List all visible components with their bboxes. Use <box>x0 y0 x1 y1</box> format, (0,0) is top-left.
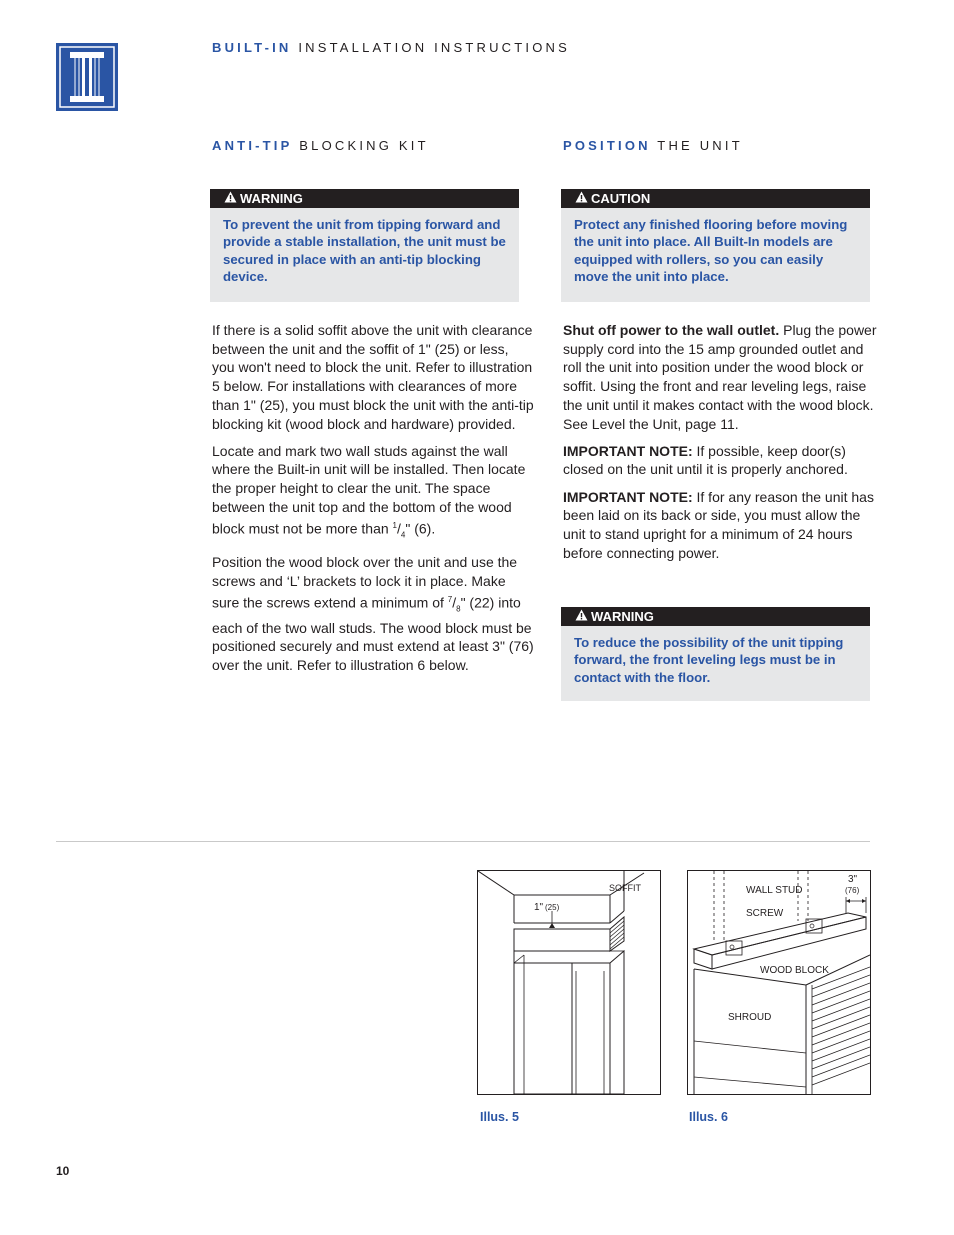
anti-tip-body <box>212 321 534 683</box>
fraction-numerator: 1 <box>392 520 397 530</box>
fraction-numerator: 7 <box>447 594 453 604</box>
position-body <box>563 321 883 571</box>
fraction-denominator: 4 <box>400 529 406 539</box>
p3-text-b: " (22) into each of the two wall studs. The wood block must be positioned securely and must extend at least 3" (76) over the unit. Refer to illustration 6 below. <box>212 594 534 674</box>
brand-logo <box>56 43 118 111</box>
position-title-rest: THE UNIT <box>657 138 743 153</box>
position-paragraph-2 <box>563 442 883 479</box>
p1-rest: Plug the power supply cord into the 15 amp grounded outlet and roll the unit into position under the wood block or soffit. Using the front and rear leveling legs, raise the unit until it makes contact with the wood block. See Level the Unit, page 11. <box>563 322 877 432</box>
warning-label: WARNING <box>591 609 654 624</box>
illus6-caption: Illus. 6 <box>689 1110 728 1124</box>
illus6-dim-mm-label: (76) <box>845 886 860 895</box>
p2-bold: IMPORTANT NOTE: <box>563 442 693 459</box>
illus6-dim-label: 3" <box>848 874 858 885</box>
anti-tip-title-accent: ANTI-TIP <box>212 138 293 153</box>
p3-bold: IMPORTANT NOTE: <box>563 488 693 505</box>
illustration-6 <box>687 870 871 1095</box>
section-divider <box>56 841 870 842</box>
caution-label: CAUTION <box>591 191 651 206</box>
anti-tip-paragraph-3: Position the wood block over the unit and use the screws and ‘L’ brackets to lock it in place. Make sure the screws extend a minimum of $^7/_8$" (22) into each of the two wall studs. The wood block must be positioned securely and must extend at least 3" (76) over the unit. Refer to illustration 6 below. <box>212 554 534 674</box>
caution-bar <box>561 189 870 208</box>
anti-tip-title <box>212 138 429 153</box>
anti-tip-paragraph-2: Locate and mark two wall studs against the wall where the Built-in unit will be installed. Then locate the proper height to clear the unit. The space between the unit top and the bottom of the wood block must not be more than $^1/_4$" (6). <box>212 442 526 539</box>
illus5-soffit-label: SOFFIT <box>609 883 641 893</box>
warning-text: To reduce the possibility of the unit tipping forward, the front leveling legs must be in contact with the floor. <box>574 635 844 685</box>
fraction-denominator: 8 <box>456 604 461 614</box>
anti-tip-paragraph-1: If there is a solid soffit above the unit with clearance between the unit and the soffit of 1" (25) or less, you won't need to block the unit. Refer to illustration 5 below. For installations with clearances of more than 1" (25), you must block the unit with the anti-tip blocking kit (wood block and hardware) provided. <box>212 322 534 432</box>
illus6-screw-label: SCREW <box>746 908 784 919</box>
anti-tip-title-rest: BLOCKING KIT <box>299 138 429 153</box>
warning-text: To prevent the unit from tipping forward and provide a stable installation, the unit must be secured in place with an anti-tip blocking device. <box>223 217 506 284</box>
p3-text-a: Position the wood block over the unit and use the screws and ‘L’ brackets to lock it in place. Make sure the screws extend a minimum of <box>212 554 518 611</box>
illus6-wood-block-label: WOOD BLOCK <box>760 965 829 976</box>
illus5-dim-mm-label: (25) <box>545 903 560 912</box>
caution-box <box>561 189 870 302</box>
position-paragraph-3 <box>563 488 883 563</box>
p2-text-b: " (6). <box>405 520 436 537</box>
illus6-shroud-label: SHROUD <box>728 1012 772 1023</box>
p1-bold: Shut off power to the wall outlet. <box>563 322 780 338</box>
warning-label: WARNING <box>240 191 303 206</box>
illus6-wall-stud-label: WALL STUD <box>746 885 803 896</box>
warning-bar <box>210 189 519 208</box>
illus5-dim-label: 1" <box>534 902 544 913</box>
tipping-warning-box <box>561 607 870 701</box>
caution-icon <box>575 189 588 208</box>
p3-rest: If for any reason the unit has been laid on its back or side, you must allow the unit to stand upright for a minimum of 24 hours before connecting power. <box>563 488 874 561</box>
illus5-caption: Illus. 5 <box>480 1110 519 1124</box>
anti-tip-warning-box <box>210 189 519 302</box>
position-title <box>563 138 743 153</box>
header-accent: BUILT-IN <box>212 40 292 55</box>
page-header <box>212 40 570 55</box>
p2-rest: If possible, keep door(s) closed on the unit until it is properly anchored. <box>563 442 848 478</box>
illustration-5 <box>477 870 661 1095</box>
position-title-accent: POSITION <box>563 138 651 153</box>
caution-text: Protect any finished flooring before moving the unit into place. All Built-In models are equipped with rollers, so you can easily move the unit into place. <box>574 217 848 284</box>
position-paragraph-1 <box>563 321 883 433</box>
warning-bar <box>561 607 870 626</box>
p2-text-a: Locate and mark two wall studs against the wall where the Built-in unit will be installed. Then locate the proper height to clear the unit. The space between the unit top and the bottom of the wood block must not be more than <box>212 442 526 537</box>
header-rest: INSTALLATION INSTRUCTIONS <box>298 40 570 55</box>
page-number: 10 <box>56 1164 70 1178</box>
warning-icon <box>575 607 588 626</box>
warning-icon <box>224 189 237 208</box>
